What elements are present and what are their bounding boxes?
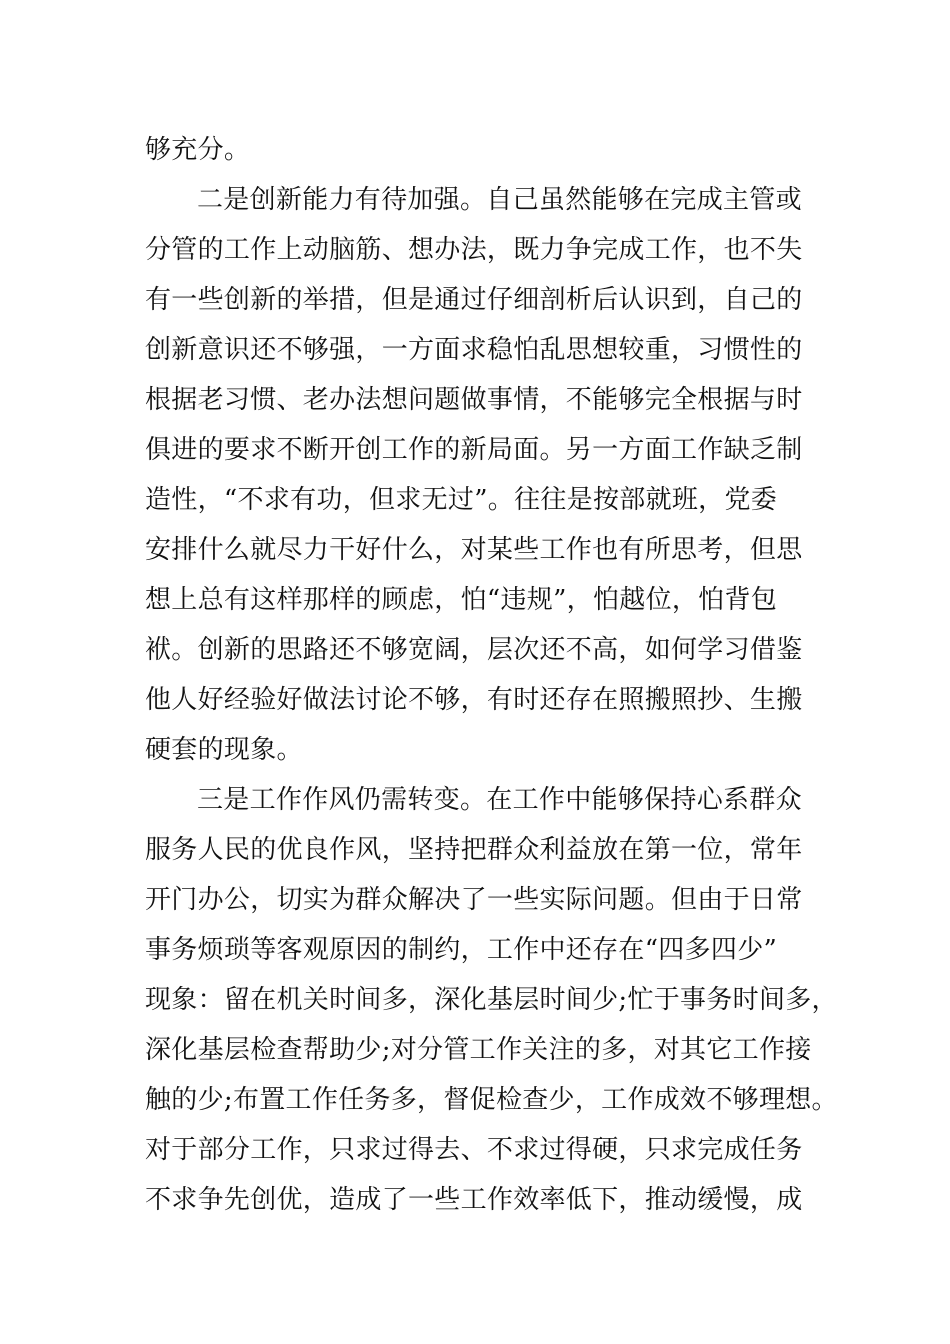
text-line-12: 他人好经验好做法讨论不够，有时还存在照搬照抄、生搬 (145, 685, 803, 715)
text-line-20: 触的少;布置工作任务多，督促检查少，工作成效不够理想。 (145, 1085, 838, 1115)
text-line-22: 不求争先创优，造成了一些工作效率低下，推动缓慢，成 (145, 1185, 803, 1215)
text-line-11: 袱。创新的思路还不够宽阔，层次还不高，如何学习借鉴 (145, 635, 803, 665)
text-line-16: 开门办公，切实为群众解决了一些实际问题。但由于日常 (145, 885, 803, 915)
text-line-21: 对于部分工作，只求过得去、不求过得硬，只求完成任务 (145, 1135, 803, 1165)
paragraph-3-start: 三是工作作风仍需转变。在工作中能够保持心系群众 (197, 785, 802, 815)
text-line-3: 分管的工作上动脑筋、想办法，既力争完成工作，也不失 (145, 235, 803, 265)
text-line-13: 硬套的现象。 (145, 735, 303, 765)
text-line-15: 服务人民的优良作风，坚持把群众利益放在第一位，常年 (145, 835, 803, 865)
text-line-10: 想上总有这样那样的顾虑，怕“违规”，怕越位，怕背包 (145, 585, 778, 615)
text-line-4: 有一些创新的举措，但是通过仔细剖析后认识到，自己的 (145, 285, 803, 315)
text-line-6: 根据老习惯、老办法想问题做事情，不能够完全根据与时 (145, 385, 803, 415)
text-line-17: 事务烦琐等客观原因的制约，工作中还存在“四多四少” (145, 935, 778, 965)
text-line-18: 现象：留在机关时间多，深化基层时间少;忙于事务时间多， (145, 985, 838, 1015)
text-line-1: 够充分。 (145, 135, 251, 165)
text-line-19: 深化基层检查帮助少;对分管工作关注的多，对其它工作接 (145, 1035, 812, 1065)
text-line-7: 俱进的要求不断开创工作的新局面。另一方面工作缺乏制 (145, 435, 803, 465)
text-line-9: 安排什么就尽力干好什么，对某些工作也有所思考，但思 (145, 535, 803, 565)
paragraph-2-start: 二是创新能力有待加强。自己虽然能够在完成主管或 (197, 185, 802, 215)
text-line-8: 造性，“不求有功，但求无过”。往往是按部就班，党委 (145, 485, 778, 515)
text-line-5: 创新意识还不够强，一方面求稳怕乱思想较重，习惯性的 (145, 335, 803, 365)
